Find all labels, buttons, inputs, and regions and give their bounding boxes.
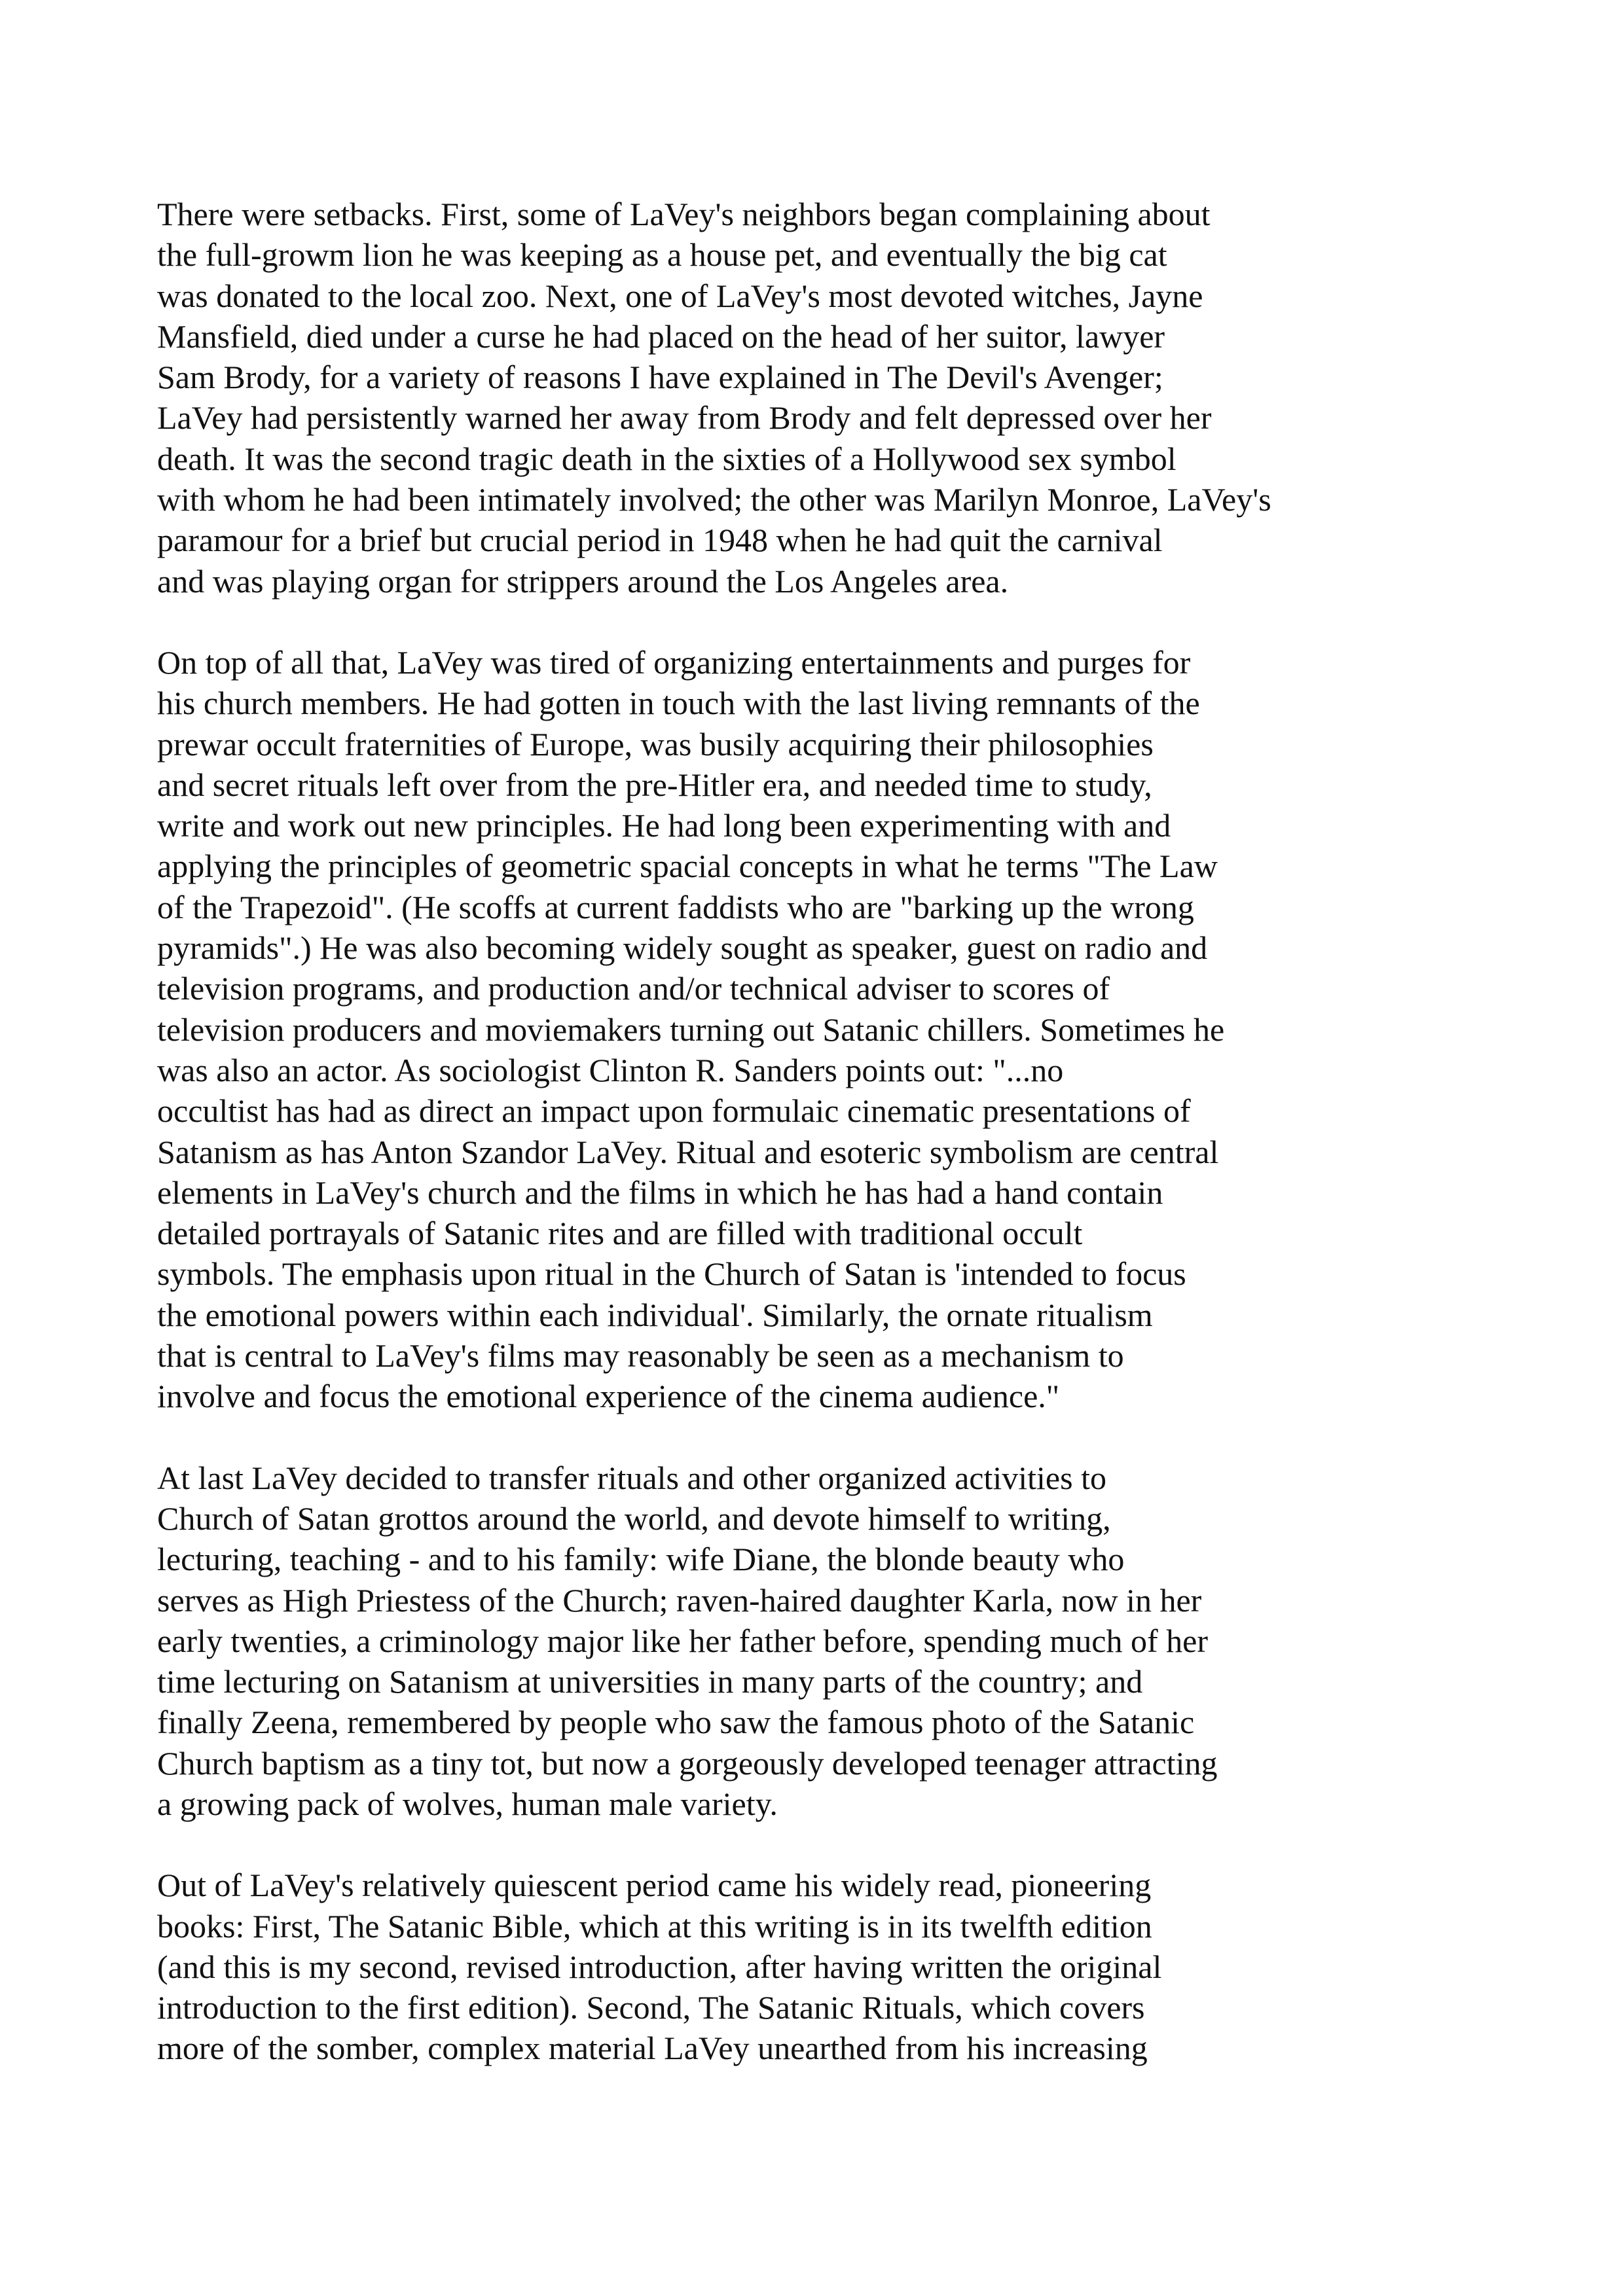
text-line: was donated to the local zoo. Next, one of LaVey's most devoted witches, Jayne [157, 277, 1203, 314]
text-line: Church of Satan grottos around the world, and devote himself to writing, [157, 1499, 1111, 1537]
text-line: elements in LaVey's church and the films in which he has had a hand contain [157, 1174, 1163, 1211]
text-line: Out of LaVey's relatively quiescent period came his widely read, pioneering [157, 1867, 1152, 1904]
text-line: pyramids".) He was also becoming widely sought as speaker, guest on radio and [157, 929, 1208, 967]
text-line: occultist has had as direct an impact upon formulaic cinematic presentations of [157, 1092, 1191, 1130]
text-line: Mansfield, died under a curse he had placed on the head of her suitor, lawyer [157, 317, 1165, 355]
text-line: prewar occult fraternities of Europe, was busily acquiring their philosophies [157, 725, 1154, 762]
text-line: detailed portrayals of Satanic rites and are filled with traditional occult [157, 1215, 1083, 1252]
text-line: There were setbacks. First, some of LaVey's neighbors began complaining about [157, 196, 1211, 232]
text-line: introduction to the first edition). Second, The Satanic Rituals, which covers [157, 1989, 1145, 2026]
text-line: that is central to LaVey's films may reasonably be seen as a mechanism to [157, 1337, 1124, 1374]
text-line: early twenties, a criminology major like her father before, spending much of her [157, 1622, 1208, 1659]
text-line: Church baptism as a tiny tot, but now a gorgeously developed teenager attracting [157, 1744, 1218, 1782]
text-line: television programs, and production and/or technical adviser to scores of [157, 970, 1110, 1007]
text-line: Satanism as has Anton Szandor LaVey. Ritual and esoteric symbolism are central [157, 1133, 1219, 1170]
text-line: LaVey had persistently warned her away from Brody and felt depressed over her [157, 399, 1212, 437]
text-line: more of the somber, complex material LaVey unearthed from his increasing [157, 2030, 1148, 2067]
text-line: television producers and moviemakers turning out Satanic chillers. Sometimes he [157, 1011, 1225, 1048]
text-line: finally Zeena, remembered by people who saw the famous photo of the Satanic [157, 1704, 1195, 1741]
text-line: symbols. The emphasis upon ritual in the Church of Satan is 'intended to focus [157, 1255, 1186, 1293]
text-line: write and work out new principles. He had long been experimenting with and [157, 807, 1171, 844]
text-line: and secret rituals left over from the pre-Hitler era, and needed time to study, [157, 766, 1152, 803]
text-line: was also an actor. As sociologist Clinton R. Sanders points out: "...no [157, 1051, 1064, 1088]
text-line: the full-growm lion he was keeping as a house pet, and eventually the big cat [157, 236, 1167, 274]
text-line: Sam Brody, for a variety of reasons I have explained in The Devil's Avenger; [157, 359, 1163, 396]
paragraph-3 [157, 1458, 1467, 1825]
text-line: paramour for a brief but crucial period in 1948 when he had quit the carnival [157, 522, 1163, 559]
document-page [157, 194, 1467, 2109]
paragraph-1 [157, 194, 1467, 601]
text-line: books: First, The Satanic Bible, which at this writing is in its twelfth edition [157, 1907, 1152, 1945]
paragraph-2 [157, 642, 1467, 1417]
text-line: of the Trapezoid". (He scoffs at current faddists who are "barking up the wrong [157, 888, 1194, 925]
text-line: (and this is my second, revised introduction, after having written the original [157, 1948, 1162, 1985]
text-line: the emotional powers within each individual'. Similarly, the ornate ritualism [157, 1296, 1153, 1333]
text-line: death. It was the second tragic death in the sixties of a Hollywood sex symbol [157, 440, 1176, 477]
paragraph-4 [157, 1865, 1467, 2068]
text-line: serves as High Priestess of the Church; raven-haired daughter Karla, now in her [157, 1581, 1202, 1619]
text-line: involve and focus the emotional experience of the cinema audience." [157, 1378, 1060, 1415]
text-line: time lecturing on Satanism at universities in many parts of the country; and [157, 1663, 1143, 1700]
text-line: with whom he had been intimately involved; the other was Marilyn Monroe, LaVey's [157, 481, 1271, 518]
text-line: a growing pack of wolves, human male variety. [157, 1785, 778, 1822]
text-line: At last LaVey decided to transfer rituals and other organized activities to [157, 1459, 1106, 1496]
text-line: On top of all that, LaVey was tired of organizing entertainments and purges for [157, 643, 1191, 681]
text-line: his church members. He had gotten in touch with the last living remnants of the [157, 685, 1200, 722]
text-line: and was playing organ for strippers around the Los Angeles area. [157, 562, 1009, 600]
text-line: applying the principles of geometric spacial concepts in what he terms "The Law [157, 848, 1218, 885]
text-line: lecturing, teaching - and to his family: wife Diane, the blonde beauty who [157, 1541, 1125, 1578]
